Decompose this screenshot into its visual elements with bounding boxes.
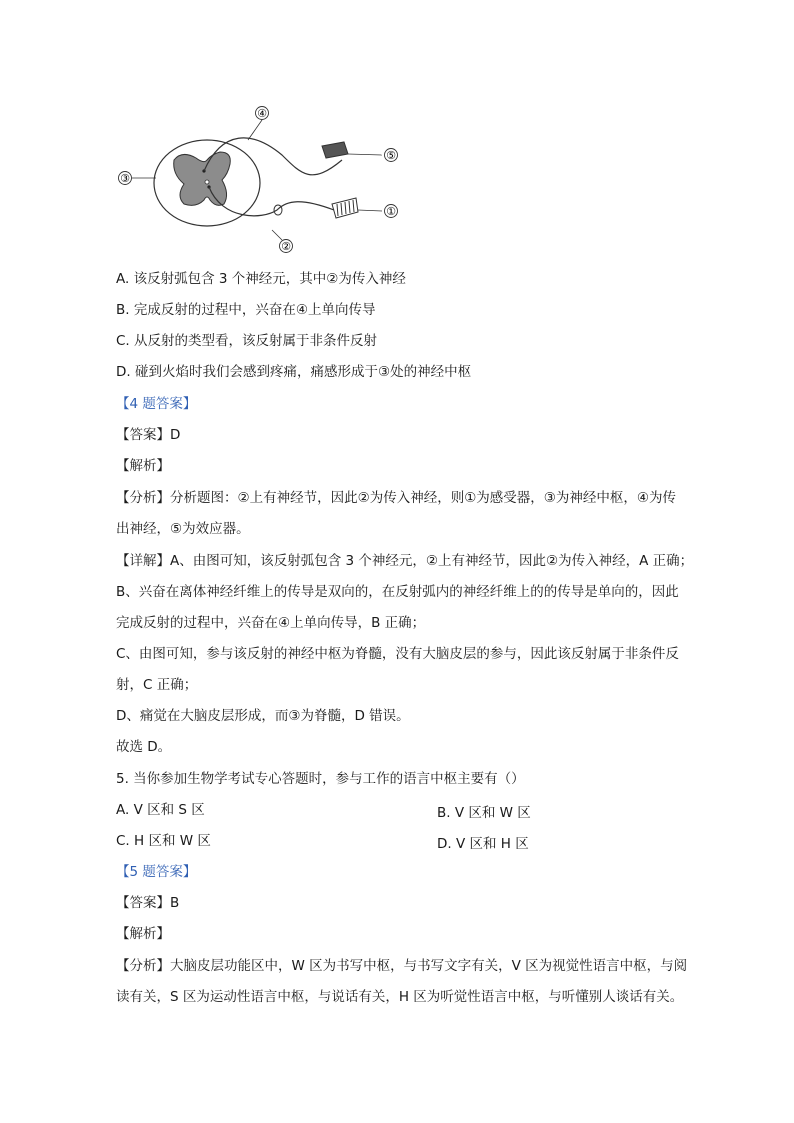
- q4-answer: [116, 426, 180, 444]
- receptor-skin: [332, 198, 358, 218]
- q5-answer: [116, 894, 179, 912]
- q5-option-a: A. V 区和 S 区: [116, 802, 205, 818]
- q4-option-b: B. 完成反射的过程中，兴奋在④上单向传导: [116, 302, 376, 318]
- q5-question: 5. 当你参加生物学考试专心答题时，参与工作的语言中枢主要有（）: [116, 771, 525, 787]
- q4-xiangjie-line3: 完成反射的过程中，兴奋在④上单向传导，B 正确；: [116, 615, 426, 631]
- answer-tag: 【答案】: [116, 427, 170, 443]
- label-4: ④: [257, 107, 267, 120]
- q4-xiangjie-line7: 故选 D。: [116, 739, 172, 755]
- q5-option-b: B. V 区和 W 区: [437, 805, 531, 821]
- q4-xiangjie-line4: C、由图可知，参与该反射的神经中枢为脊髓，没有大脑皮层的参与，因此该反射属于非条件反: [116, 646, 679, 662]
- xiangjie-tag: 【详解】: [116, 553, 170, 569]
- effector-muscle: [322, 142, 348, 158]
- afferent-nerve: [209, 187, 334, 216]
- q5-fenxi-line1: [116, 957, 687, 975]
- q5-option-d: D. V 区和 H 区: [437, 836, 529, 852]
- answer-value: D: [170, 427, 181, 443]
- q4-jiexi: 【解析】: [116, 458, 170, 474]
- q4-answer-header: 【4 题答案】: [116, 396, 197, 412]
- ganglion: [274, 205, 282, 215]
- q4-option-a: A. 该反射弧包含 3 个神经元，其中②为传入神经: [116, 271, 406, 287]
- q4-xiangjie-line5: 射，C 正确；: [116, 677, 198, 693]
- q4-fenxi-line1: [116, 489, 676, 507]
- xiangjie-text: A、由图可知，该反射弧包含 3 个神经元，②上有神经节，因此②为传入神经，A 正确；: [170, 553, 694, 569]
- fenxi-tag: 【分析】: [116, 490, 170, 506]
- reflex-arc-diagram: [112, 100, 412, 260]
- q4-xiangjie-line2: B、兴奋在离体神经纤维上的传导是双向的，在反射弧内的神经纤维上的的传导是单向的，因此: [116, 584, 679, 600]
- q5-fenxi-line2: 读有关，S 区为运动性语言中枢，与说话有关，H 区为听觉性语言中枢，与听懂别人谈话有关。: [116, 989, 684, 1005]
- fenxi-text: 大脑皮层功能区中，W 区为书写中枢，与书写文字有关，V 区为视觉性语言中枢，与阅: [170, 958, 688, 974]
- q4-option-c: C. 从反射的类型看，该反射属于非条件反射: [116, 333, 378, 349]
- fenxi-tag: 【分析】: [116, 958, 170, 974]
- fenxi-text: 分析题图：②上有神经节，因此②为传入神经，则①为感受器，③为神经中枢，④为传: [170, 490, 677, 506]
- label-2: ②: [281, 240, 291, 253]
- q5-jiexi: 【解析】: [116, 926, 170, 942]
- q4-xiangjie-line1: [116, 552, 693, 570]
- gray-matter: [174, 152, 231, 205]
- answer-tag: 【答案】: [116, 895, 170, 911]
- label-1: ①: [386, 205, 396, 218]
- label-3: ③: [120, 172, 130, 185]
- q4-fenxi-line2: 出神经，⑤为效应器。: [116, 521, 250, 537]
- q4-option-d: D. 碰到火焰时我们会感到疼痛，痛感形成于③处的神经中枢: [116, 364, 472, 380]
- q5-option-c: C. H 区和 W 区: [116, 833, 211, 849]
- q4-xiangjie-line6: D、痛觉在大脑皮层形成，而③为脊髓，D 错误。: [116, 708, 410, 724]
- q5-answer-header: 【5 题答案】: [116, 864, 197, 880]
- label-5: ⑤: [386, 149, 396, 162]
- answer-value: B: [170, 895, 180, 911]
